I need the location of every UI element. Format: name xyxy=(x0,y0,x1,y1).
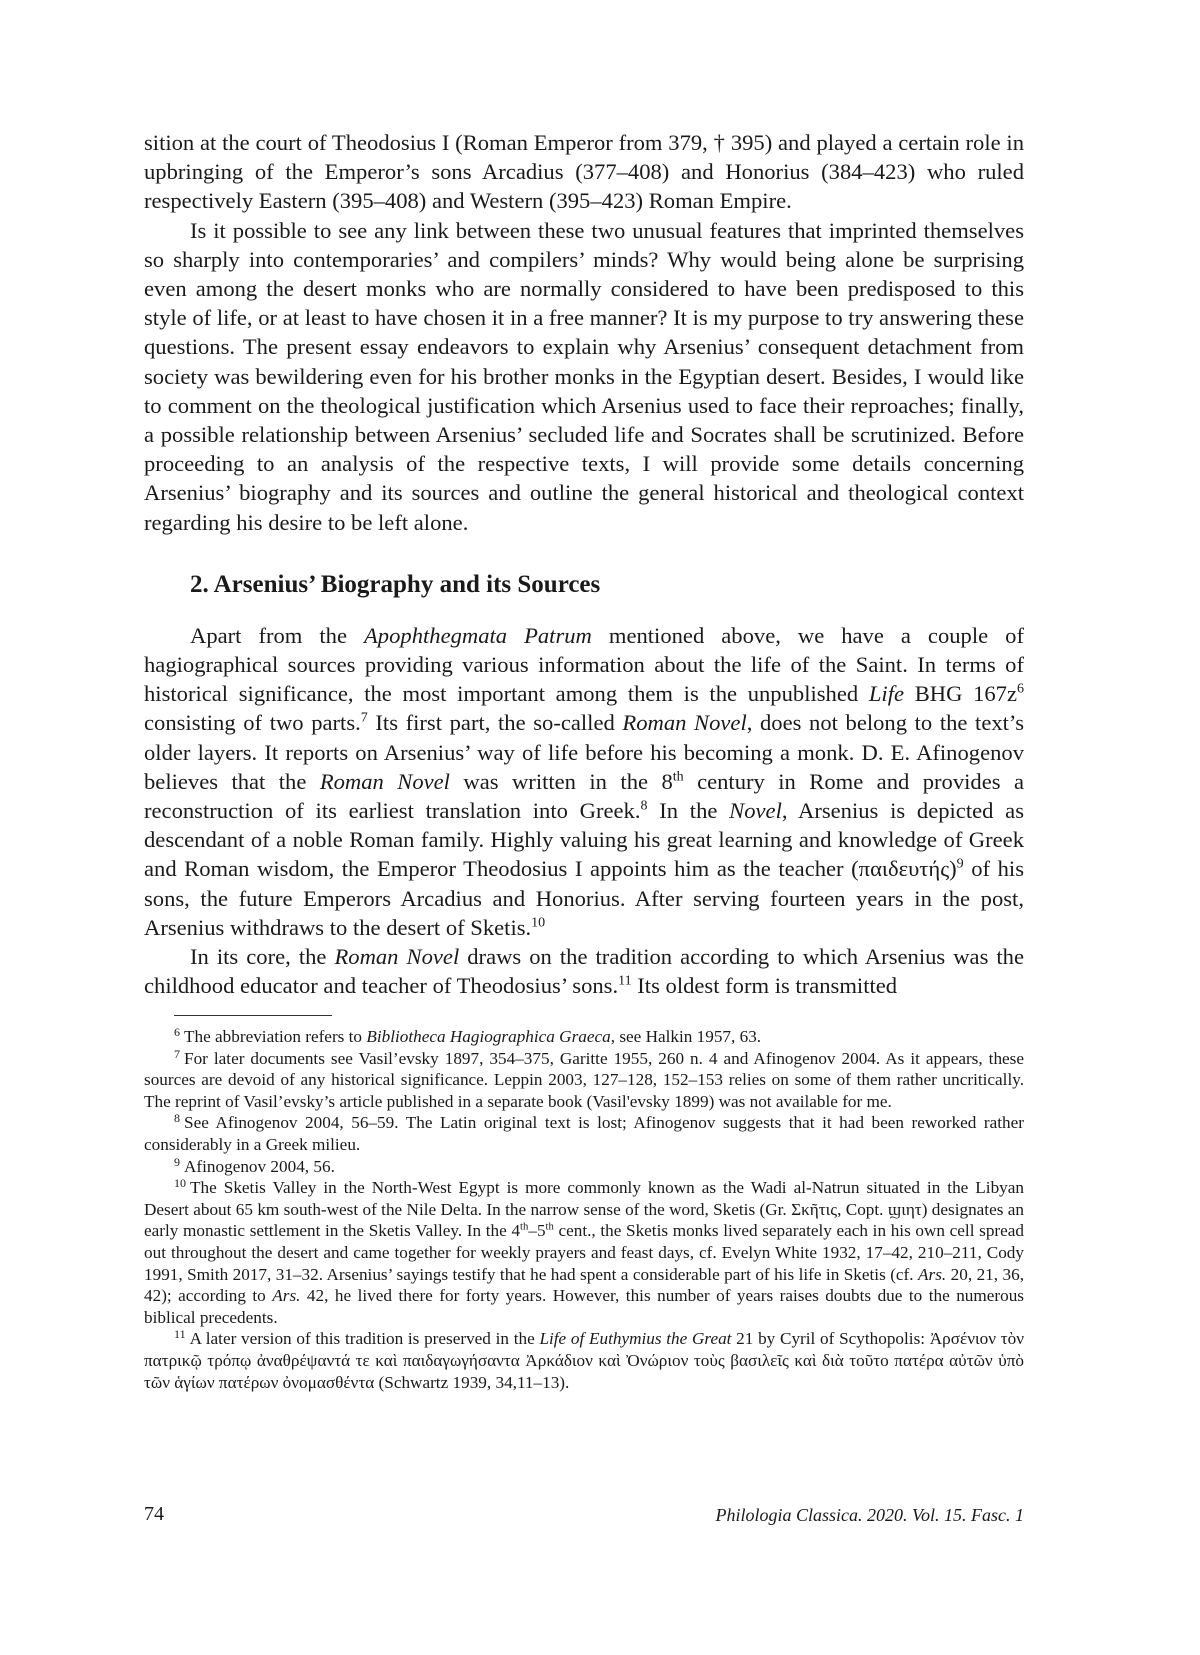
footnote-ref-10[interactable]: 10 xyxy=(531,915,546,931)
footnote-6: $^6$ The abbreviation refers to Bibliotheca Hagiographica Graeca, see Halkin 1957, 63. xyxy=(174,1024,762,1046)
footnote-8: $^8$ See Afinogenov 2004, 56–59. The Latin original text is lost; Afinogenov suggests that it had been reworked rather considerably in a Greek milieu. xyxy=(144,1111,1024,1154)
paragraph-core: In its core, the Roman Novel draws on the tradition according to which Arsenius was the childhood educator and teacher of Theodosius’ sons.$^{11}$ Its oldest form is transmitted xyxy=(144,944,1025,999)
footnote-7: $^7$ For later documents see Vasil’evsky 1897, 354–375, Garitte 1955, 260 n. 4 and Afinogenov 2004. As it appears, these sources are devoid of any historical significance. Leppin 2003, 127–128, 152–153 relies on some of them rather uncritically. The reprint of Vasil’evsky’s article published in a separate book (Vasil'evsky 1899) was not available for me. xyxy=(144,1046,1024,1111)
footnote-separator xyxy=(174,1015,332,1016)
footnote-10: $^{10}$ The Sketis Valley in the North-West Egypt is more commonly known as the Wadi al-Natrun situated in the Libyan Desert about 65 km south-west of the Nile Delta. In the narrow sense of the word, Sketis (Gr. Σκῆτις, Copt. ϣιητ) designates an early monastic settlement in the Sketis Valley. In the 4th–5th cent., the Sketis monks lived separately each in his own cell spread out throughout the desert and came together for weekly prayers and feast days, cf. Evelyn White 1932, 17–42, 210–211, Cody 1991, Smith 2017, 31–32. Arsenius’ sayings testify that he had spent a considerable part of his life in Sketis (cf. Ars. 20, 21, 36, 42); according to Ars. 42, he lived there for forty years. However, this number of years raises doubts due to the numerous biblical precedents. xyxy=(144,1176,1025,1327)
footnote-9: $^9$ Afinogenov 2004, 56. xyxy=(174,1154,335,1176)
footnote-ref-11[interactable]: 11 xyxy=(618,973,632,989)
footnotes xyxy=(144,1026,1024,1393)
section-heading: 2. Arsenius’ Biography and its Sources xyxy=(190,570,601,598)
footnote-ref-8[interactable]: 8 xyxy=(640,798,648,814)
paragraph-continuation: sition at the court of Theodosius I (Roman Emperor from 379, † 395) and played a certain role in upbringing of the Emperor’s sons Arcadius (377–408) and Honorius (384–423) who ruled respectively Eastern (395–408) and Western (395–423) Roman Empire. xyxy=(144,130,1024,214)
paragraph-sources: Apart from the Apophthegmata Patrum mentioned above, we have a couple of hagiographical sources providing various information about the life of the Saint. In terms of historical significance, the most important among them is the unpublished Life BHG $167z^6$ consisting of two parts.$^7$ Its first part, the so-called Roman Novel, does not belong to the text’s older layers. It reports on Arsenius’ way of life before his becoming a monk. D. E. Afinogenov believes that the Roman Novel was written in the 8th century in Rome and provides a reconstruction of its earliest translation into Greek.$^8$ In the Novel, Arsenius is depicted as descendant of a noble Roman family. Highly valuing his great learning and knowledge of Greek and Roman wisdom, the Emperor Theodosius I appoints him as the teacher $(\pi\alpha\iota\delta\varepsilon\upsilon\tau ή\varsigma)^9$ of his sons, the future Emperors Arcadius and Honorius. After serving fourteen years in the post, Arsenius withdraws to the desert of Sketis.$^{10}$ xyxy=(144,622,1024,940)
paragraph-questions: Is it possible to see any link between these two unusual features that imprinted themselves so sharply into contemporaries’ and compilers’ minds? Why would being alone be surprising even among the desert monks who are normally considered to have been predisposed to this style of life, or at least to have chosen it in a free manner? It is my purpose to try answering these questions. The present essay endeavors to explain why Arsenius’ consequent detachment from society was bewildering even for his brother monks in the Egyptian desert. Besides, I would like to comment on the theological justification which Arsenius used to face their reproaches; finally, a possible relationship between Arsenius’ secluded life and Socrates shall be scrutinized. Before proceeding to an analysis of the respective texts, I will provide some details concerning Arsenius’ biography and its sources and outline the general historical and theological context regarding his desire to be left alone. xyxy=(144,217,1024,535)
page-number: 74 xyxy=(144,1503,164,1525)
footnote-11: $^{11}$ A later version of this tradition is preserved in the Life of Euthymius the Great 21 by Cyril of Scythopolis: Ἀρσένιον τὸν πατρικῷ τρόπῳ ἀναθρέψαντά τε καὶ παιδαγωγήσαντα Ἀρκάδιον καὶ Ὀνώριον τοὺς βασιλεῖς καὶ διὰ τοῦτο πατέρα αὐτῶν ὑπὸ τῶν ἁγίων πατέρων ὀνομασθέντα (Schwartz 1939, 34,11–13). xyxy=(144,1327,1024,1392)
footnote-ref-9[interactable]: 9 xyxy=(956,856,964,872)
main-text xyxy=(144,128,1024,1000)
journal-citation: Philologia Classica. 2020. Vol. 15. Fasc. 1 xyxy=(715,1505,1024,1525)
footnote-ref-7[interactable]: 7 xyxy=(360,710,368,726)
footnote-ref-6[interactable]: 6 xyxy=(1017,681,1024,697)
